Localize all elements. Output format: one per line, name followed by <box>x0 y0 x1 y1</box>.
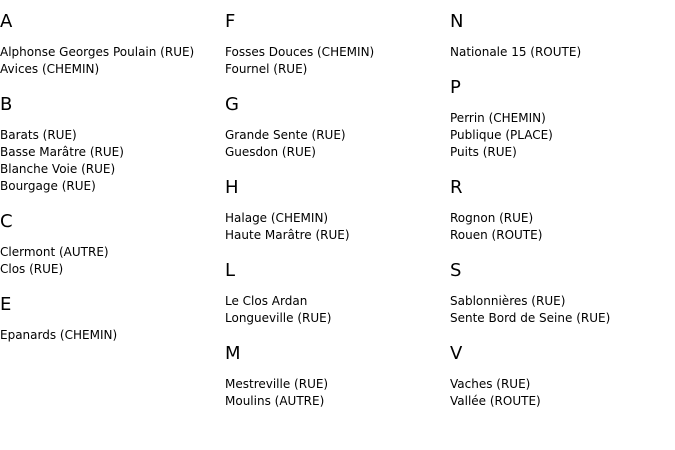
street-link[interactable]: Moulins (AUTRE) <box>225 394 325 408</box>
letter-group-e <box>0 293 225 344</box>
street-link[interactable]: Grande Sente (RUE) <box>225 128 346 142</box>
street-link[interactable]: Fosses Douces (CHEMIN) <box>225 45 375 59</box>
letter-group-a <box>0 10 225 78</box>
letter-group-p <box>450 76 675 161</box>
street-link[interactable]: Puits (RUE) <box>450 145 517 159</box>
street-link[interactable]: Halage (CHEMIN) <box>225 211 329 225</box>
street-link[interactable]: Avices (CHEMIN) <box>0 62 100 76</box>
letter-group-h <box>225 176 450 244</box>
letter-heading: M <box>225 343 241 364</box>
letter-group-l <box>225 259 450 327</box>
street-link[interactable]: Bourgage (RUE) <box>0 179 96 193</box>
letter-heading: V <box>450 343 463 364</box>
street-link[interactable]: Epanards (CHEMIN) <box>0 328 118 342</box>
street-link[interactable]: Guesdon (RUE) <box>225 145 316 159</box>
letter-heading: C <box>0 211 13 232</box>
letter-group-v <box>450 342 675 410</box>
letter-heading: F <box>225 11 236 32</box>
letter-group-n <box>450 10 675 61</box>
street-link[interactable]: Sablonnières (RUE) <box>450 294 566 308</box>
letter-group-g <box>225 93 450 161</box>
letter-heading: A <box>0 11 13 32</box>
street-link[interactable]: Barats (RUE) <box>0 128 77 142</box>
letter-group-m <box>225 342 450 410</box>
letter-group-c <box>0 210 225 278</box>
letter-group-r <box>450 176 675 244</box>
letter-heading: P <box>450 77 461 98</box>
letter-heading: G <box>225 94 239 115</box>
street-index <box>0 10 675 450</box>
street-link[interactable]: Fournel (RUE) <box>225 62 308 76</box>
letter-group-s <box>450 259 675 327</box>
street-link[interactable]: Publique (PLACE) <box>450 128 553 142</box>
street-link[interactable]: Alphonse Georges Poulain (RUE) <box>0 45 195 59</box>
street-link[interactable]: Sente Bord de Seine (RUE) <box>450 311 611 325</box>
street-link[interactable]: Vallée (ROUTE) <box>450 394 541 408</box>
letter-group-b <box>0 93 225 195</box>
column-2 <box>225 10 450 425</box>
street-link[interactable]: Vaches (RUE) <box>450 377 531 391</box>
street-link[interactable]: Blanche Voie (RUE) <box>0 162 116 176</box>
letter-heading: R <box>450 177 463 198</box>
street-link[interactable]: Clermont (AUTRE) <box>0 245 109 259</box>
street-link[interactable]: Nationale 15 (ROUTE) <box>450 45 582 59</box>
letter-heading: B <box>0 94 13 115</box>
street-link[interactable]: Longueville (RUE) <box>225 311 332 325</box>
street-link[interactable]: Le Clos Ardan <box>225 294 308 308</box>
column-3 <box>450 10 675 425</box>
letter-group-f <box>225 10 450 78</box>
street-link[interactable]: Rouen (ROUTE) <box>450 228 543 242</box>
letter-heading: E <box>0 294 12 315</box>
street-link[interactable]: Haute Marâtre (RUE) <box>225 228 350 242</box>
street-link[interactable]: Clos (RUE) <box>0 262 64 276</box>
letter-heading: N <box>450 11 464 32</box>
letter-heading: L <box>225 260 236 281</box>
letter-heading: S <box>450 260 462 281</box>
street-link[interactable]: Rognon (RUE) <box>450 211 534 225</box>
street-link[interactable]: Basse Marâtre (RUE) <box>0 145 124 159</box>
street-link[interactable]: Mestreville (RUE) <box>225 377 329 391</box>
column-1 <box>0 10 225 359</box>
street-link[interactable]: Perrin (CHEMIN) <box>450 111 546 125</box>
letter-heading: H <box>225 177 239 198</box>
